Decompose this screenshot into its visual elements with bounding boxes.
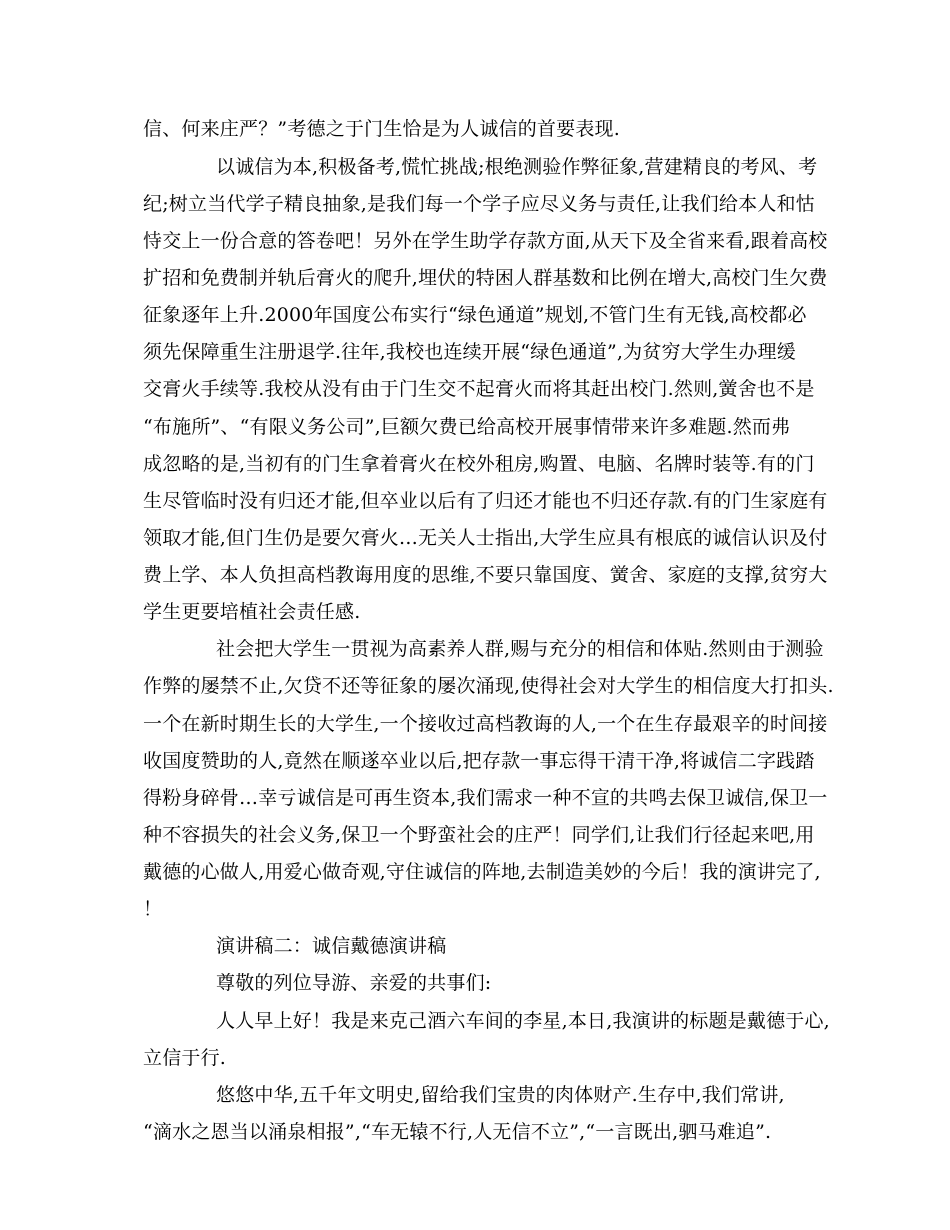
text-line: 得粉身碎骨…幸亏诚信是可再生资本,我们需求一种不宣的共鸣去保卫诚信,保卫一 bbox=[143, 787, 828, 809]
text-line: 收国度赞助的人,竟然在顺遂卒业以后,把存款一事忘得干清干净,将诚信二字践踏 bbox=[143, 750, 815, 772]
text-line: 领取才能,但门生仍是要欠膏火…无关人士指出,大学生应具有根底的诚信认识及付 bbox=[143, 527, 828, 549]
text-line: 须先保障重生注册退学.往年,我校也连续开展“绿色通道”,为贫穷大学生办理缓 bbox=[143, 341, 796, 363]
text-line: 信、何来庄严？”考德之于门生恰是为人诚信的首要表现. bbox=[143, 118, 620, 140]
text-line: 扩招和免费制并轨后膏火的爬升,埋伏的特困人群基数和比例在增大,高校门生欠费 bbox=[143, 267, 828, 289]
text-line: 作弊的屡禁不止,欠贷不还等征象的屡次涌现,使得社会对大学生的相信度大打扣头. bbox=[143, 675, 834, 697]
text-line: ！ bbox=[143, 898, 163, 920]
text-line: 成忽略的是,当初有的门生拿着膏火在校外租房,购置、电脑、名牌时装等.有的门 bbox=[143, 453, 815, 475]
text-line: 学生更要培植社会责任感. bbox=[143, 601, 361, 623]
text-line: 社会把大学生一贯视为高素养人群,赐与充分的相信和体贴.然则由于测验 bbox=[216, 638, 824, 660]
salutation-line: 尊敬的列位导游、亲爱的共事们: bbox=[216, 972, 492, 994]
text-line: 生尽管临时没有归还才能,但卒业以后有了归还才能也不归还存款.有的门生家庭有 bbox=[143, 490, 828, 512]
text-line: 交膏火手续等.我校从没有由于门生交不起膏火而将其赶出校门.然则,黉舍也不是 bbox=[143, 378, 815, 400]
text-line: 立信于行. bbox=[143, 1047, 227, 1069]
text-line: 一个在新时期生长的大学生,一个接收过高档教诲的人,一个在生存最艰辛的时间接 bbox=[143, 713, 828, 735]
text-line: 以诚信为本,积极备考,慌忙挑战;根绝测验作弊征象,营建精良的考风、考 bbox=[216, 156, 818, 178]
section-heading: 演讲稿二：诚信戴德演讲稿 bbox=[216, 935, 447, 957]
text-line: “滴水之恩当以涌泉相报”,“车无辕不行,人无信不立”,“一言既出,驷马难追”. bbox=[143, 1121, 772, 1143]
text-line: 纪;树立当代学子精良抽象,是我们每一个学子应尽义务与责任,让我们给本人和怙 bbox=[143, 193, 815, 215]
text-line: 悠悠中华,五千年文明史,留给我们宝贵的肉体财产.生存中,我们常讲, bbox=[216, 1084, 785, 1106]
text-line: 恃交上一份合意的答卷吧！另外在学生助学存款方面,从天下及全省来看,跟着高校 bbox=[143, 230, 828, 252]
text-line: “布施所”、“有限义务公司”,巨额欠费已给高校开展事情带来许多难题.然而弗 bbox=[143, 416, 791, 438]
text-line: 戴德的心做人,用爱心做奇观,守住诚信的阵地,去制造美妙的今后！我的演讲完了, bbox=[143, 861, 821, 883]
text-line: 种不容损失的社会义务,保卫一个野蛮社会的庄严！同学们,让我们行径起来吧,用 bbox=[143, 824, 815, 846]
text-line: 费上学、本人负担高档教诲用度的思维,不要只靠国度、黉舍、家庭的支撑,贫穷大 bbox=[143, 564, 828, 586]
text-line: 征象逐年上升.2000年国度公布实行“绿色通道”规划,不管门生有无钱,高校都必 bbox=[143, 304, 807, 326]
text-line: 人人早上好！我是来克己酒六车间的李星,本日,我演讲的标题是戴德于心, bbox=[216, 1010, 830, 1032]
